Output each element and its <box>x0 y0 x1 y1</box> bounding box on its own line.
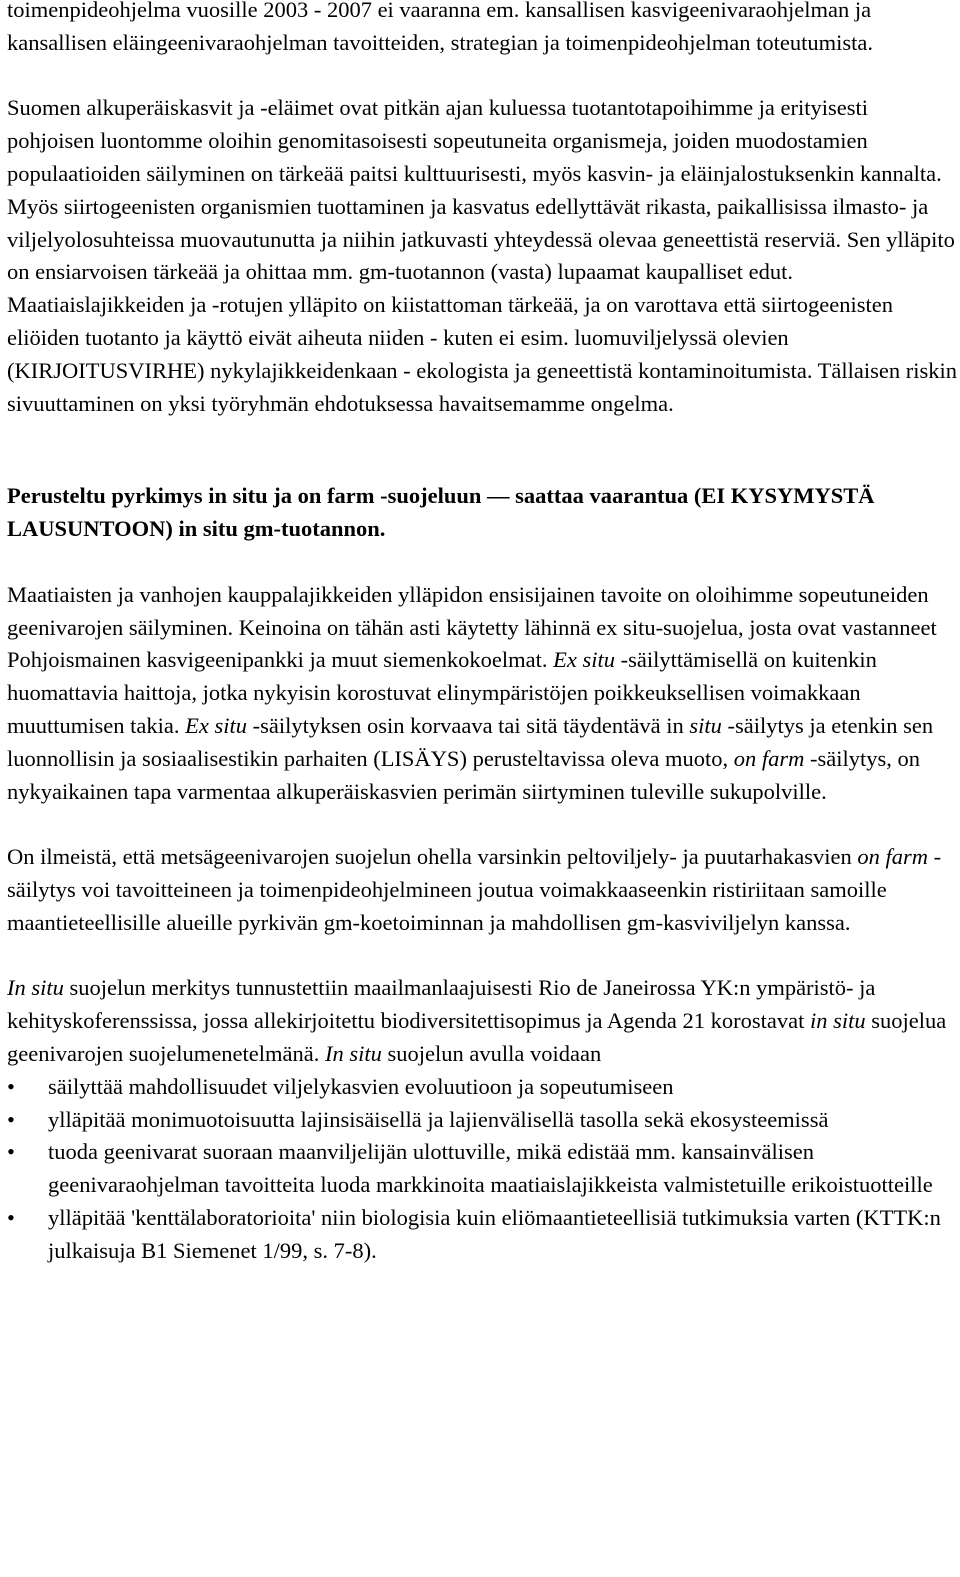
paragraph-in-situ <box>7 972 957 1070</box>
bullet-icon: • <box>7 1073 15 1099</box>
italic-term: situ <box>689 712 722 738</box>
bullet-icon: • <box>7 1139 15 1165</box>
text-run: suojelun avulla voidaan <box>381 1040 602 1066</box>
text-run: On ilmeistä, että metsägeenivarojen suojelun ohella varsinkin peltoviljely- ja puutarhakasvien <box>7 844 858 870</box>
text-run: suojelua geenivarojen suojelumenetelmänä. <box>7 1008 947 1066</box>
paragraph-conflict <box>7 841 957 939</box>
text-run: -säilytys, on nykyaikainen tapa varmentaa alkuperäiskasvien perimän siirtyminen tuleville sukupolville. <box>7 745 921 804</box>
text-run: -säilyttämisellä on kuitenkin huomattavia haittoja, jotka nykyisin korostuvat elinympäristöjen poikkeuksellisen voimakkaan muuttumisen takia. <box>7 647 877 738</box>
bullet-icon: • <box>7 1204 15 1230</box>
text-run: -säilytys voi tavoitteineen ja toimenpideohjelmineen joutua voimakkaaseenkin ristiriitaan samoille maantieteellisille alueille pyrkivän gm-koetoiminnan ja mahdollisen gm-kasviviljelyn kanssa. <box>7 844 942 935</box>
list-item <box>7 1202 957 1268</box>
paragraph-intro: toimenpideohjelma vuosille 2003 - 2007 ei vaaranna em. kansallisen kasvigeenivaraohjelman ja kansallisen eläingeenivaraohjelman tavoitteiden, strategian ja toimenpideohjelman toteutumista. <box>7 0 873 55</box>
paragraph-native-species: Suomen alkuperäiskasvit ja -eläimet ovat pitkän ajan kuluessa tuotantotapoihimme ja erityisesti pohjoisen luontomme oloihin genomitasoisesti sopeutuneita organismeja, joiden muodostamien populaatioiden säilyminen on tärkeää paitsi kulttuurisesti, myös kasvin- ja eläinjalostuksenkin kannalta. Myös siirtogeenisten organismien tuottaminen ja kasvatus edellyttävät rikasta, paikallisissa ilmasto- ja viljelyolosuhteissa muovautunutta ja niihin jatkuvasti yhteydessä olevaa geneettistä reserviä. Sen ylläpito on ensiarvoisen tärkeää ja ohittaa mm. gm-tuotannon (vasta) lupaamat kaupalliset edut. Maatiaislajikkeiden ja -rotujen ylläpito on kiistattoman tärkeää, ja on varottava että siirtogeenisten eliöiden tuotanto ja käyttö eivät aiheuta niiden - kuten ei esim. luomuviljelyssä olevien (KIRJOITUSVIRHE) nykylajikkeidenkaan - ekologista ja geneettistä kontaminoitumista. Tällaisen riskin sivuuttaminen on yksi työryhmän ehdotuksessa havaitsemamme ongelma. <box>7 95 958 416</box>
paragraph-landraces <box>7 579 957 809</box>
spacer <box>7 420 957 480</box>
text-run: Maatiaisten ja vanhojen kauppalajikkeiden ylläpidon ensisijainen tavoite on oloihimme sopeutuneiden geenivarojen säilyminen. Keinoina on tähän asti käytetty lähinnä ex situ-suojelua, josta ovat vastanneet Pohjoismainen kasvigeenipankki ja muut siemenkokoelmat. <box>7 581 937 673</box>
list-item <box>7 1104 957 1137</box>
italic-term: In situ <box>7 975 64 1001</box>
italic-term: Ex situ <box>185 712 247 738</box>
italic-term: In situ <box>325 1040 382 1066</box>
document-page <box>7 0 957 1267</box>
italic-term: Ex situ <box>553 647 616 673</box>
list-item-text: säilyttää mahdollisuudet viljelykasvien evoluutioon ja sopeutumiseen <box>48 1073 674 1099</box>
section-heading: Perusteltu pyrkimys in situ ja on farm -suojeluun — saattaa vaarantua (EI KYSYMYSTÄ LAUSUNTOON) in situ gm-tuotannon. <box>7 483 875 542</box>
text-run: -säilytys ja etenkin sen luonnollisin ja sosiaalisestikin parhaiten (LISÄYS) perusteltavissa oleva muoto, <box>7 712 934 771</box>
italic-term: in situ <box>810 1008 866 1034</box>
spacer <box>7 808 957 841</box>
bullet-list <box>7 1071 957 1268</box>
italic-term: on farm <box>857 844 929 870</box>
list-item-text: ylläpitää monimuotoisuutta lajinsisäisellä ja lajienvälisellä tasolla sekä ekosysteemissä <box>48 1106 829 1132</box>
list-item <box>7 1071 957 1104</box>
list-item <box>7 1136 957 1202</box>
italic-term: on farm <box>733 745 805 771</box>
list-item-text: ylläpitää 'kenttälaboratorioita' niin biologisia kuin eliömaantieteellisiä tutkimuksia varten (KTTK:n julkaisuja B1 Siemenet 1/99, s. 7-8). <box>48 1204 941 1263</box>
spacer <box>7 940 957 973</box>
spacer <box>7 60 957 93</box>
text-run: -säilytyksen osin korvaava tai sitä täydentävä in <box>246 712 690 738</box>
list-item-text: tuoda geenivarat suoraan maanviljelijän ulottuville, mikä edistää mm. kansainvälisen geenivaraohjelman tavoitteita luoda markkinoita maatiaislajikkeista valmistetuille erikoistuotteille <box>48 1139 933 1198</box>
bullet-icon: • <box>7 1106 15 1132</box>
spacer <box>7 546 957 579</box>
text-run: suojelun merkitys tunnustettiin maailmanlaajuisesti Rio de Janeirossa YK:n ympäristö- ja kehityskoferenssissa, jossa allekirjoitettu biodiversitettisopimus ja Agenda 21 korostavat <box>7 975 876 1034</box>
